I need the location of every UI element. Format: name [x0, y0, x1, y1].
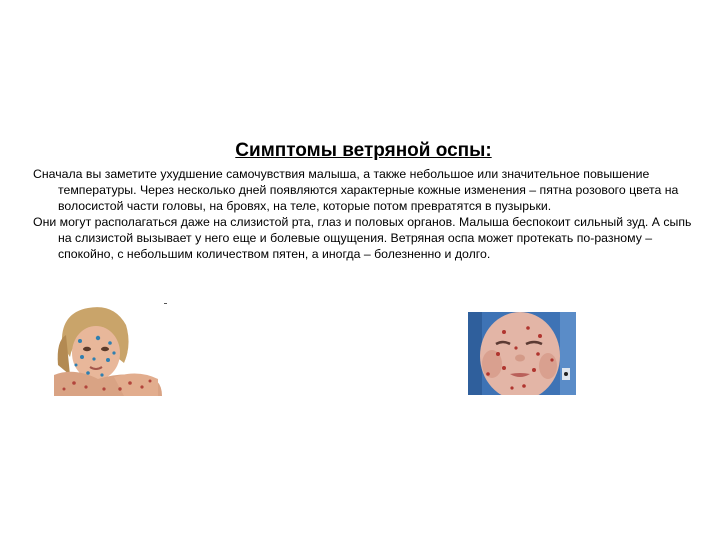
slide-title-text: Симптомы ветряной оспы:: [235, 140, 492, 161]
stray-mark: [164, 303, 167, 304]
infant-rash-image: [468, 312, 576, 395]
left-photo: [54, 305, 168, 396]
slide-body: [33, 166, 693, 262]
slide-title: [0, 140, 720, 162]
paragraph-1: Сначала вы заметите ухудшение самочувствия малыша, а также небольшое или значительное повышение температуры. Через несколько дней появляются характерные кожные изменения – пятна розового цвета на волосистой части головы, на бровях, на теле, которые потом превратятся в пузырьки.: [33, 167, 679, 213]
paragraph-2: Они могут располагаться даже на слизистой рта, глаз и половых органов. Малыша беспокоит сильный зуд. А сыпь на слизистой вызывает у него еще и болевые ощущения. Ветряная оспа может протекать по-разному – спокойно, с небольшим количеством пятен, а иногда – болезненно и долго.: [33, 215, 692, 261]
child-rash-image: [54, 305, 168, 396]
right-photo: [468, 312, 576, 395]
